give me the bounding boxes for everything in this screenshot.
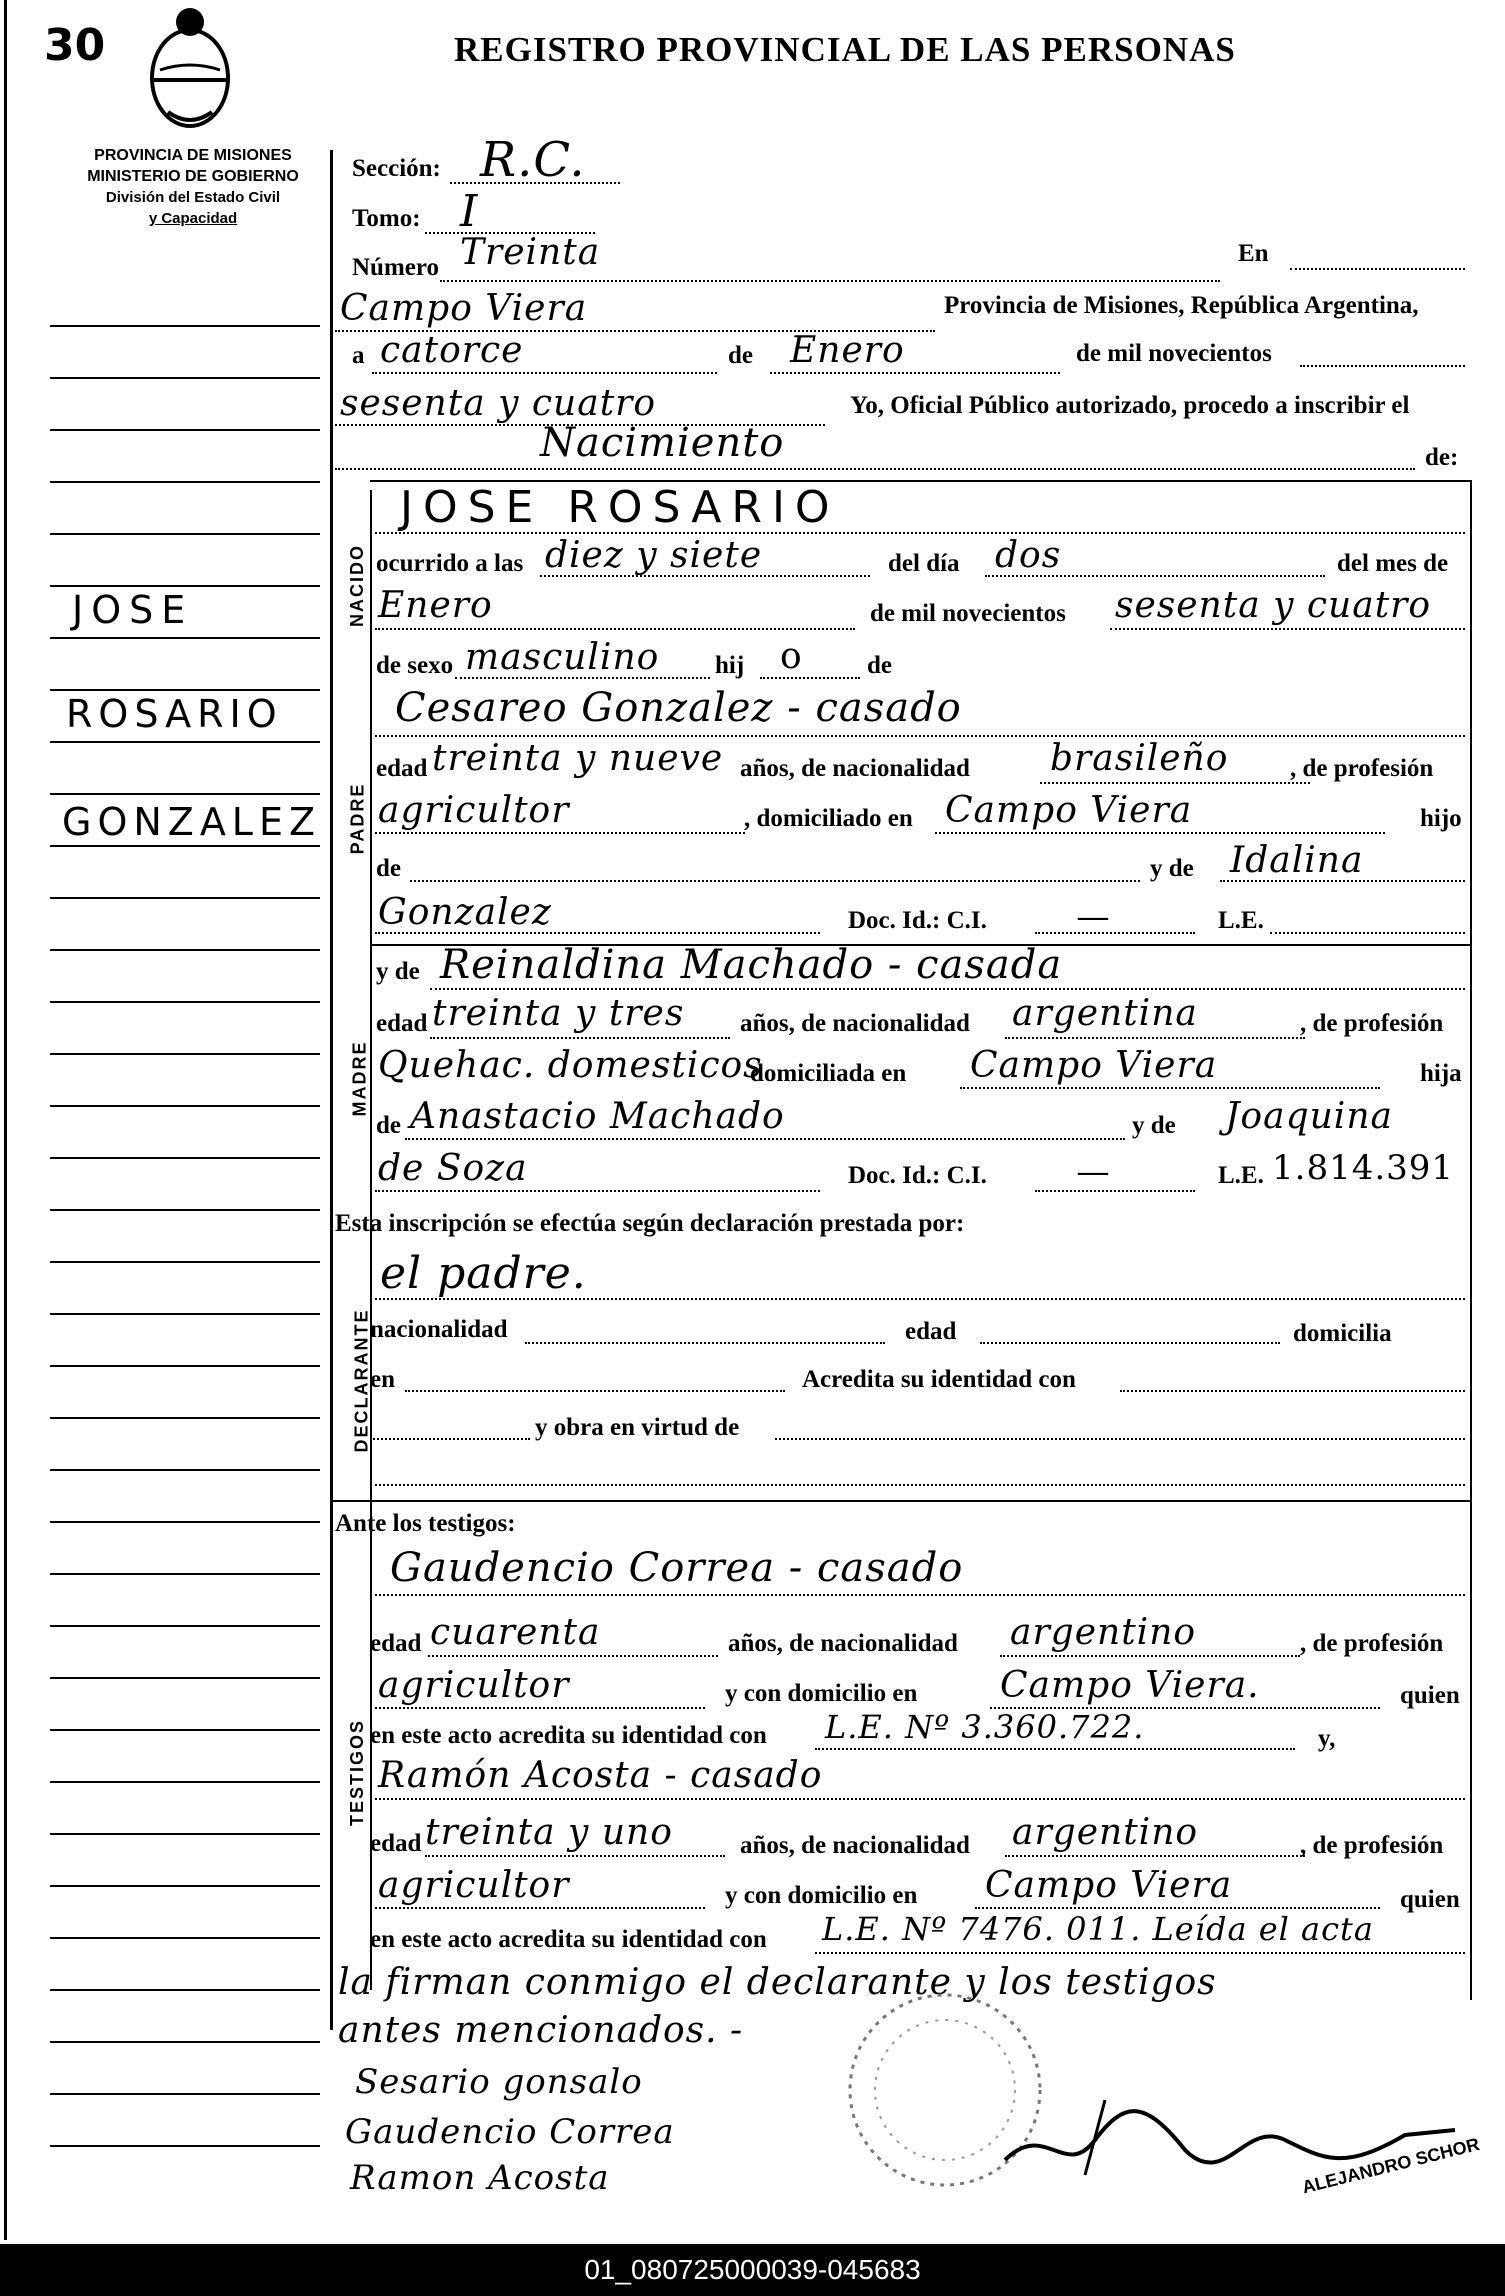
declarante-obra-label: y obra en virtud de — [535, 1414, 740, 1441]
margin-rule — [50, 377, 320, 379]
testigo2-name: Ramón Acosta - casado — [378, 1755, 823, 1796]
closing-line-2: antes mencionados. - — [338, 2010, 744, 2051]
margin-rule — [50, 1989, 320, 1991]
office-line-4: y Capacidad — [148, 210, 238, 227]
madre-padre-line — [405, 1138, 1125, 1140]
margin-rule — [50, 429, 320, 431]
testigos-divider — [330, 1500, 1470, 1502]
place-value: Campo Viera — [340, 288, 588, 329]
de-label: de — [728, 342, 753, 369]
section-label-testigos: TESTIGOS — [347, 1718, 368, 1827]
nacido-name: JOSE ROSARIO — [400, 482, 840, 533]
t2-dom: Campo Viera — [985, 1865, 1233, 1906]
closing-line-1: la firman conmigo el declarante y los testigos — [338, 1962, 1217, 2003]
office-block — [58, 145, 328, 229]
coat-of-arms-icon — [140, 0, 240, 135]
section-label-declarante: DECLARANTE — [351, 1308, 372, 1453]
del-dia-label: del día — [888, 550, 960, 577]
margin-rule — [50, 793, 320, 795]
padre-nacionalidad: brasileño — [1050, 738, 1229, 779]
margin-rule — [50, 2041, 320, 2043]
tomo-value: I — [460, 186, 479, 237]
margin-rule — [50, 1469, 320, 1471]
t2-acto-label: en este acto acredita su identidad con — [370, 1926, 767, 1953]
declarante-en-line — [405, 1390, 785, 1392]
madre-edad: treinta y tres — [432, 993, 685, 1034]
declarante-extra-line — [370, 1484, 1465, 1486]
t1-dom: Campo Viera. — [1000, 1665, 1260, 1706]
madre-hija-label: hija — [1420, 1060, 1462, 1087]
declarante-intro: Esta inscripción se efectúa según declaración prestada por: — [335, 1210, 965, 1237]
ocurrido-label: ocurrido a las — [376, 550, 524, 577]
madre-dom-label: domiciliada en — [750, 1060, 907, 1087]
en-line — [1290, 268, 1465, 270]
oficial-text: Yo, Oficial Público autorizado, procedo a inscribir el — [850, 392, 1410, 419]
numero-label: Número — [352, 254, 440, 281]
del-mes-label: del mes de — [1337, 550, 1449, 577]
image-id-footer: 01_080725000039-045683 — [0, 2244, 1505, 2296]
t2-dom-line — [975, 1907, 1380, 1909]
t2-id: L.E. Nº 7476. 011. Leída el acta — [822, 1910, 1374, 1948]
padre-hijo-label: hijo — [1420, 805, 1462, 832]
madre-madre-nombre: Joaquina — [1225, 1096, 1393, 1137]
declarante-nac-line — [525, 1342, 885, 1344]
t2-prof-line — [375, 1907, 705, 1909]
numero-value: Treinta — [460, 232, 601, 273]
declarante-en-label: en — [370, 1366, 395, 1393]
padre-le-line — [1270, 932, 1465, 934]
madre-apellido-line — [375, 1190, 820, 1192]
madre-le-value: 1.814.391 — [1272, 1148, 1455, 1188]
margin-rule — [50, 325, 320, 327]
anio-value: sesenta y cuatro — [1115, 585, 1432, 626]
t2-prof: agricultor — [378, 1865, 570, 1906]
margin-rule — [50, 585, 320, 587]
margin-rule — [50, 1937, 320, 1939]
madre-doc-line — [1035, 1190, 1195, 1192]
hij-value: o — [780, 636, 803, 677]
t1-prof-line — [375, 1707, 705, 1709]
declarante-acredita-label: Acredita su identidad con — [802, 1366, 1076, 1393]
declarante-value: el padre. — [380, 1248, 587, 1299]
padre-doc-line — [1035, 932, 1195, 934]
testigo1-name-line — [375, 1594, 1465, 1596]
madre-doc-label: Doc. Id.: C.I. — [848, 1162, 987, 1189]
section-label-madre: MADRE — [349, 1040, 370, 1117]
margin-rule — [50, 533, 320, 535]
month-line — [770, 372, 1060, 374]
madre-doc-value: — — [1078, 1155, 1108, 1188]
madre-domicilio: Campo Viera — [970, 1045, 1218, 1086]
madre-edad-label: edad — [376, 1010, 428, 1037]
t1-dom-label: y con domicilio en — [725, 1680, 918, 1707]
mil-line — [1300, 365, 1465, 367]
seccion-line — [450, 182, 620, 184]
margin-rule — [50, 1781, 320, 1783]
mes-line — [375, 628, 855, 630]
madre-nac-label: años, de nacionalidad — [740, 1010, 970, 1037]
madre-profesion: Quehac. domesticos — [378, 1045, 763, 1086]
declarante-domicilia-label: domicilia — [1293, 1320, 1392, 1347]
sexo-label: de sexo — [376, 652, 454, 679]
margin-rule — [50, 1157, 320, 1159]
margin-rule — [50, 1105, 320, 1107]
margin-rule — [50, 2093, 320, 2095]
declarante-acredita-line — [1120, 1390, 1465, 1392]
t1-prof: agricultor — [378, 1665, 570, 1706]
section-label-padre: PADRE — [347, 782, 368, 855]
margin-rule — [50, 481, 320, 483]
testigo2-name-line — [375, 1798, 1465, 1800]
dia-value: dos — [995, 535, 1062, 576]
seccion-value: R.C. — [480, 132, 586, 188]
madre-dom-line — [960, 1087, 1380, 1089]
madre-y-de-label: y de — [376, 958, 420, 985]
madre-de-label: de — [376, 1112, 401, 1139]
padre-de-label: de — [376, 855, 401, 882]
testigos-y-label: y, — [1318, 1725, 1336, 1752]
padre-le-label: L.E. — [1218, 907, 1264, 934]
margin-rule — [50, 1313, 320, 1315]
margin-name-2: ROSARIO — [66, 692, 283, 736]
acto-line — [335, 468, 1415, 470]
declarante-edad-line — [980, 1342, 1280, 1344]
declarante-obra-line-a — [370, 1438, 530, 1440]
sexo-line — [455, 677, 710, 679]
t1-quien: quien — [1400, 1682, 1460, 1709]
office-line-3: División del Estado Civil — [105, 189, 281, 206]
year-written: sesenta y cuatro — [340, 383, 657, 424]
padre-name: Cesareo Gonzalez - casado — [395, 685, 962, 731]
provincia-text: Provincia de Misiones, República Argentina, — [944, 292, 1419, 319]
padre-doc-value: — — [1078, 900, 1108, 933]
madre-prof-label: , de profesión — [1300, 1010, 1444, 1037]
margin-rule — [50, 689, 320, 691]
sexo-value: masculino — [465, 637, 660, 678]
testigos-intro: Ante los testigos: — [335, 1510, 516, 1537]
t2-edad: treinta y uno — [425, 1812, 673, 1853]
t1-nac-line — [1000, 1655, 1300, 1657]
t2-edad-line — [425, 1855, 725, 1857]
day-line — [372, 372, 717, 374]
de-colon-label: de: — [1425, 444, 1459, 471]
testigo1-name: Gaudencio Correa - casado — [390, 1545, 964, 1591]
t2-prof-label: , de profesión — [1300, 1832, 1444, 1859]
page-title: REGISTRO PROVINCIAL DE LAS PERSONAS — [454, 30, 1236, 69]
madre-madre-apellido: de Soza — [378, 1148, 528, 1189]
padre-name-line — [375, 735, 1465, 737]
hij-line — [760, 677, 860, 679]
t1-acto-label: en este acto acredita su identidad con — [370, 1722, 767, 1749]
section-label-nacido: NACIDO — [347, 544, 367, 627]
declarante-edad-label: edad — [905, 1318, 957, 1345]
padre-nac-line — [1040, 782, 1310, 784]
signature-testigo-1: Gaudencio Correa — [345, 2112, 675, 2152]
month-written: Enero — [790, 330, 905, 371]
t2-id-line — [815, 1952, 1465, 1954]
seccion-label: Sección: — [352, 155, 441, 182]
margin-rule — [50, 1417, 320, 1419]
office-line-1: PROVINCIA DE MISIONES — [94, 147, 292, 164]
margin-rule — [50, 1677, 320, 1679]
padre-nac-label: años, de nacionalidad — [740, 755, 970, 782]
t2-edad-label: edad — [370, 1830, 422, 1857]
padre-madre-nombre: Idalina — [1230, 840, 1364, 881]
declarante-obra-line-b — [775, 1438, 1465, 1440]
t1-edad-line — [428, 1655, 718, 1657]
padre-domicilio: Campo Viera — [945, 790, 1193, 831]
nacido-de-label: de — [867, 652, 892, 679]
hora-value: diez y siete — [545, 535, 763, 576]
dia-line — [985, 575, 1325, 577]
padre-prof-line — [375, 832, 745, 834]
padre-doc-label: Doc. Id.: C.I. — [848, 907, 987, 934]
margin-rule — [50, 1261, 320, 1263]
padre-dom-label: , domiciliado en — [744, 805, 913, 832]
margin-rule — [50, 1625, 320, 1627]
margin-rule — [50, 741, 320, 743]
acto-value: Nacimiento — [540, 420, 785, 466]
hora-line — [540, 575, 870, 577]
t2-dom-label: y con domicilio en — [725, 1882, 918, 1909]
padre-edad-label: edad — [376, 755, 428, 782]
madre-y-de2-label: y de — [1132, 1112, 1176, 1139]
t1-nac-label: años, de nacionalidad — [728, 1630, 958, 1657]
anio-line — [1110, 628, 1465, 630]
a-label: a — [352, 342, 365, 369]
margin-rule — [50, 1885, 320, 1887]
declarante-nac-label: nacionalidad — [370, 1316, 508, 1343]
margin-rule — [50, 897, 320, 899]
margin-rule — [50, 1365, 320, 1367]
t2-nac-line — [1005, 1855, 1305, 1857]
signature-declarante: Sesario gonsalo — [355, 2062, 643, 2102]
padre-de-line — [410, 880, 1140, 882]
madre-edad-line — [430, 1037, 730, 1039]
madre-nacionalidad: argentina — [1012, 993, 1198, 1034]
t1-id: L.E. Nº 3.360.722. — [825, 1708, 1145, 1746]
margin-rule — [50, 845, 320, 847]
margin-rule — [50, 1053, 320, 1055]
padre-madre-line — [1220, 880, 1465, 882]
margin-rule — [50, 1001, 320, 1003]
margin-rule — [50, 1521, 320, 1523]
nacido-mil-novecientos: de mil novecientos — [870, 600, 1066, 627]
nacido-name-line — [375, 532, 1465, 534]
madre-nac-line — [1005, 1037, 1305, 1039]
section-rule — [370, 490, 372, 1990]
tomo-label: Tomo: — [352, 205, 421, 232]
mes-value: Enero — [378, 585, 493, 626]
numero-line — [440, 280, 1220, 282]
t1-prof-label: , de profesión — [1300, 1630, 1444, 1657]
padre-y-de-label: y de — [1150, 855, 1194, 882]
stamp-text: ALEJANDRO SCHOR — [1300, 2133, 1482, 2198]
madre-name: Reinaldina Machado - casada — [440, 942, 1063, 988]
margin-rule — [50, 1573, 320, 1575]
t1-edad-label: edad — [370, 1630, 422, 1657]
madre-le-label: L.E. — [1218, 1162, 1264, 1189]
t1-edad: cuarenta — [430, 1612, 601, 1653]
padre-edad: treinta y nueve — [432, 738, 724, 779]
madre-padre-nombre: Anastacio Machado — [410, 1096, 785, 1137]
margin-name-1: JOSE — [72, 588, 194, 632]
margin-rule — [50, 1729, 320, 1731]
en-label: En — [1238, 240, 1269, 267]
page-number: 30 — [44, 20, 106, 71]
t1-nac: argentino — [1010, 1612, 1197, 1653]
left-border — [4, 0, 7, 2240]
padre-prof-label: , de profesión — [1290, 755, 1434, 782]
margin-name-3: GONZALEZ — [62, 800, 322, 844]
madre-name-line — [430, 988, 1465, 990]
padre-dom-line — [935, 832, 1385, 834]
form-left-rule — [330, 150, 333, 2030]
t2-quien: quien — [1400, 1886, 1460, 1913]
padre-madre-apellido: Gonzalez — [378, 892, 552, 933]
margin-rule — [50, 949, 320, 951]
margin-rule — [50, 1833, 320, 1835]
margin-rule — [50, 2145, 320, 2147]
margin-rule — [50, 1209, 320, 1211]
t1-id-line — [815, 1748, 1295, 1750]
office-line-2: MINISTERIO DE GOBIERNO — [87, 168, 299, 185]
day-written: catorce — [380, 330, 524, 371]
t2-nac: argentino — [1012, 1812, 1199, 1853]
margin-rule — [50, 637, 320, 639]
padre-apellido-line — [375, 932, 820, 934]
form-right-rule — [1470, 480, 1472, 2000]
hij-label: hij — [715, 652, 745, 679]
mil-novecientos: de mil novecientos — [1076, 340, 1272, 367]
t2-nac-label: años, de nacionalidad — [740, 1832, 970, 1859]
declarante-value-line — [375, 1298, 1465, 1300]
signature-testigo-2: Ramon Acosta — [350, 2158, 610, 2198]
padre-profesion: agricultor — [378, 790, 570, 831]
